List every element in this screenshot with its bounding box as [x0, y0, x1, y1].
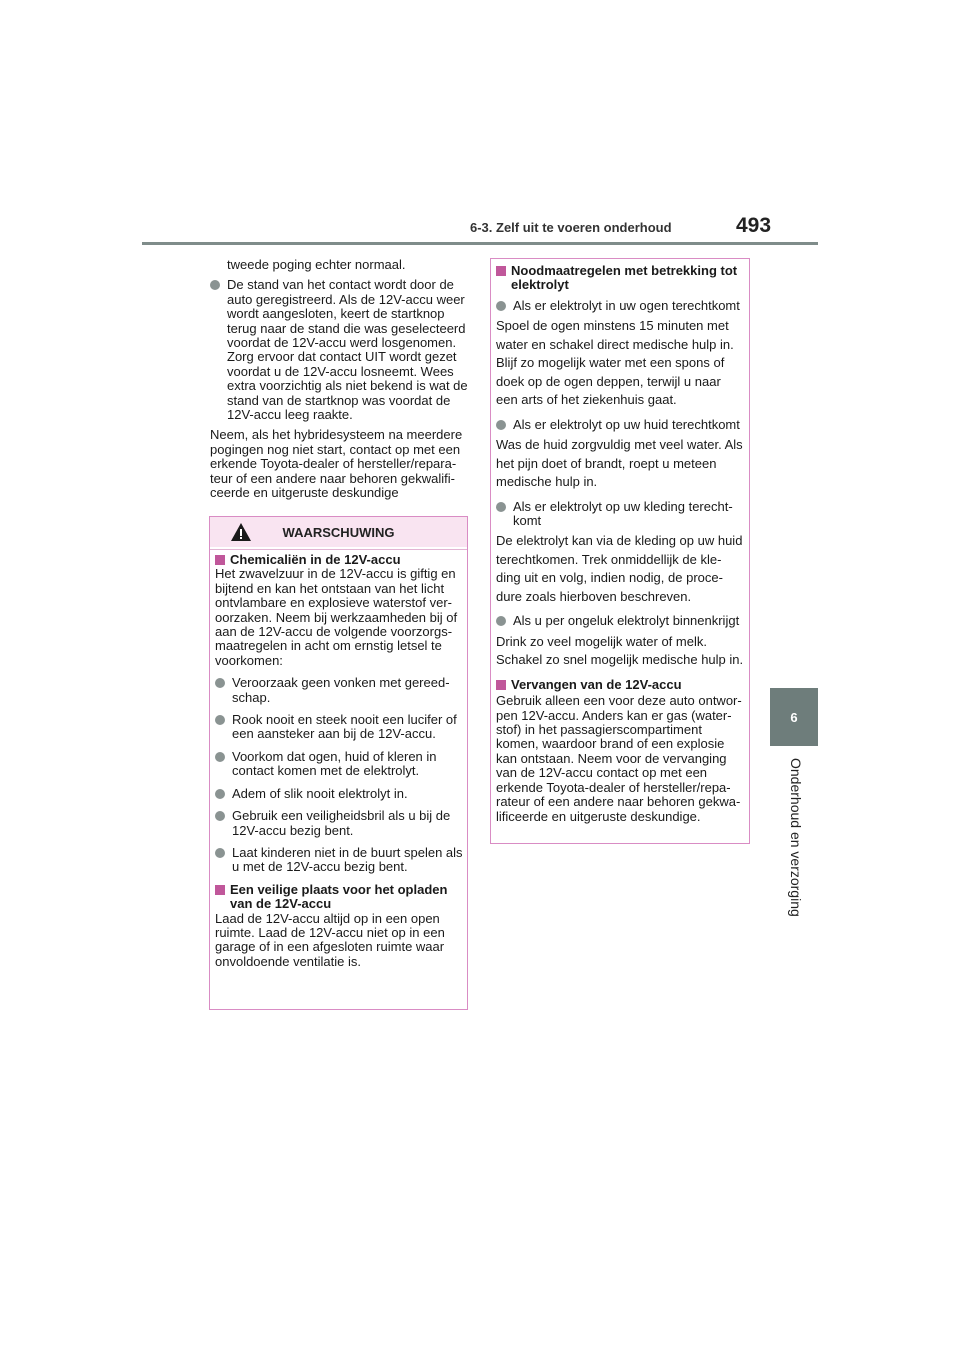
subheading: [496, 678, 744, 692]
square-bullet-icon: [496, 266, 506, 276]
subheading: [496, 264, 744, 293]
bullet-text: Rook nooit en steek nooit een lucifer of een aansteker aan bij de 12V-accu.: [232, 712, 457, 742]
list-item: [496, 500, 744, 529]
warning-triangle-icon: [230, 522, 252, 542]
bullet-icon: [215, 715, 225, 725]
page-number: 493: [736, 214, 772, 237]
bullet-icon: [215, 789, 225, 799]
bullet-icon: [215, 678, 225, 688]
bullet-icon: [215, 752, 225, 762]
left-column: [210, 258, 468, 501]
emergency-body: [496, 264, 744, 824]
chapter-title: Onderhoud en verzorging: [788, 758, 804, 917]
header-rule: [142, 242, 818, 245]
square-bullet-icon: [215, 885, 225, 895]
subheading-text: Vervangen van de 12V-accu: [511, 676, 682, 692]
bullet-icon: [496, 616, 506, 626]
paragraph: De elektrolyt kan via de kleding op uw huid terechtkomen. Trek onmiddellijk de kle-ding uit en volg, indien nodig, de proce-dure zoals hierboven beschreven.: [496, 533, 743, 604]
list-item: [215, 713, 463, 742]
list-item: [215, 750, 463, 779]
chapter-number: 6: [790, 709, 798, 725]
paragraph: Spoel de ogen minstens 15 minuten met water en schakel direct medische hulp in. Blijf zo mogelijk water met een spons of doek op de ogen deppen, terwijl u naar een arts of het ziekenhuis gaat.: [496, 318, 734, 408]
bullet-icon: [496, 420, 506, 430]
paragraph: Drink zo veel mogelijk water of melk. Schakel zo snel mogelijk medische hulp in.: [496, 633, 744, 668]
subheading: [215, 553, 463, 567]
warning-body: [215, 553, 463, 969]
bullet-text: Als er elektrolyt op uw huid terechtkomt: [513, 416, 740, 432]
subheading: [215, 883, 463, 912]
bullet-text: Veroorzaak geen vonken met gereed-schap.: [232, 675, 450, 705]
paragraph: Gebruik alleen een voor deze auto ontwor-pen 12V-accu. Anders kan er gas (water-stof) in het passagierscompartiment komen, waardoor brand of een explosie kan ontstaan. Neem voor de vervanging van de 12V-accu contact op met een erkende Toyota-dealer of hersteller/repa-rateur of een andere naar behoren gekwa-lificeerde en uitgeruste deskundige.: [496, 693, 742, 824]
square-bullet-icon: [496, 680, 506, 690]
divider: [210, 549, 467, 550]
bullet-text: Laat kinderen niet in de buurt spelen als u met de 12V-accu bezig bent.: [232, 844, 463, 875]
list-item: [215, 676, 463, 705]
warning-header: [210, 517, 467, 547]
list-item: [496, 614, 744, 628]
paragraph: Neem, als het hybridesysteem na meerdere pogingen nog niet start, contact op met een erkende Toyota-dealer of hersteller/repara-teur of een andere naar behoren gekwalifi-ceerde en uitgeruste deskundige: [210, 427, 463, 501]
emergency-box: [490, 258, 750, 844]
bullet-icon: [496, 301, 506, 311]
bullet-icon: [215, 848, 225, 858]
paragraph: Was de huid zorgvuldig met veel water. Als het pijn doet of brandt, roept u meteen medische hulp in.: [496, 437, 743, 490]
warning-box: [209, 516, 468, 1010]
list-item: [215, 809, 463, 838]
bullet-icon: [496, 502, 506, 512]
subheading-text: Chemicaliën in de 12V-accu: [230, 552, 401, 567]
square-bullet-icon: [215, 555, 225, 565]
section-title: 6-3. Zelf uit te voeren onderhoud: [470, 220, 672, 235]
bullet-icon: [215, 811, 225, 821]
bullet-text: Adem of slik nooit elektrolyt in.: [232, 785, 408, 801]
bullet-text: Als u per ongeluk elektrolyt binnenkrijgt: [513, 613, 740, 629]
continuation-text: tweede poging echter normaal.: [227, 257, 406, 272]
warning-title: WAARSCHUWING: [282, 524, 395, 540]
list-item: [496, 418, 744, 432]
bullet-text: Voorkom dat ogen, huid of kleren in contact komen met de elektrolyt.: [232, 748, 437, 779]
paragraph: Het zwavelzuur in de 12V-accu is giftig en bijtend en kan het ontstaan van het licht ontvlambare en explosieve waterstof ver-oorzaken. Neem bij werkzaamheden bij of aan de 12V-accu de volgende voorzorgs-maatregelen in acht om ernstig letsel te voorkomen:: [215, 566, 458, 668]
bullet-text: Als er elektrolyt in uw ogen terechtkomt: [513, 297, 740, 313]
list-item: [210, 278, 468, 422]
list-item: [215, 846, 463, 875]
subheading-text: Een veilige plaats voor het opladen van de 12V-accu: [230, 881, 448, 912]
paragraph: Laad de 12V-accu altijd op in een open ruimte. Laad de 12V-accu niet op in een garage of in een afgesloten ruimte waar onvoldoende ventilatie is.: [215, 910, 445, 969]
list-item: [496, 299, 744, 313]
bullet-text: De stand van het contact wordt door de auto geregistreerd. Als de 12V-accu weer wordt aangesloten, keert de startknop terug naar de stand die was geselecteerd voordat de 12V-accu werd losgenomen. Zorg ervoor dat contact UIT wordt gezet voordat u de 12V-accu losneemt. Wees extra voorzichtig als niet bekend is wat de stand van de startknop was voordat de 12V-accu leeg raakte.: [227, 277, 468, 423]
list-item: [215, 787, 463, 801]
subheading-text: Noodmaatregelen met betrekking tot elektrolyt: [511, 263, 738, 293]
bullet-icon: [210, 280, 220, 290]
chapter-tab[interactable]: [770, 688, 818, 746]
bullet-text: Als er elektrolyt op uw kleding terecht-komt: [513, 498, 733, 529]
bullet-text: Gebruik een veiligheidsbril als u bij de 12V-accu bezig bent.: [232, 808, 451, 838]
